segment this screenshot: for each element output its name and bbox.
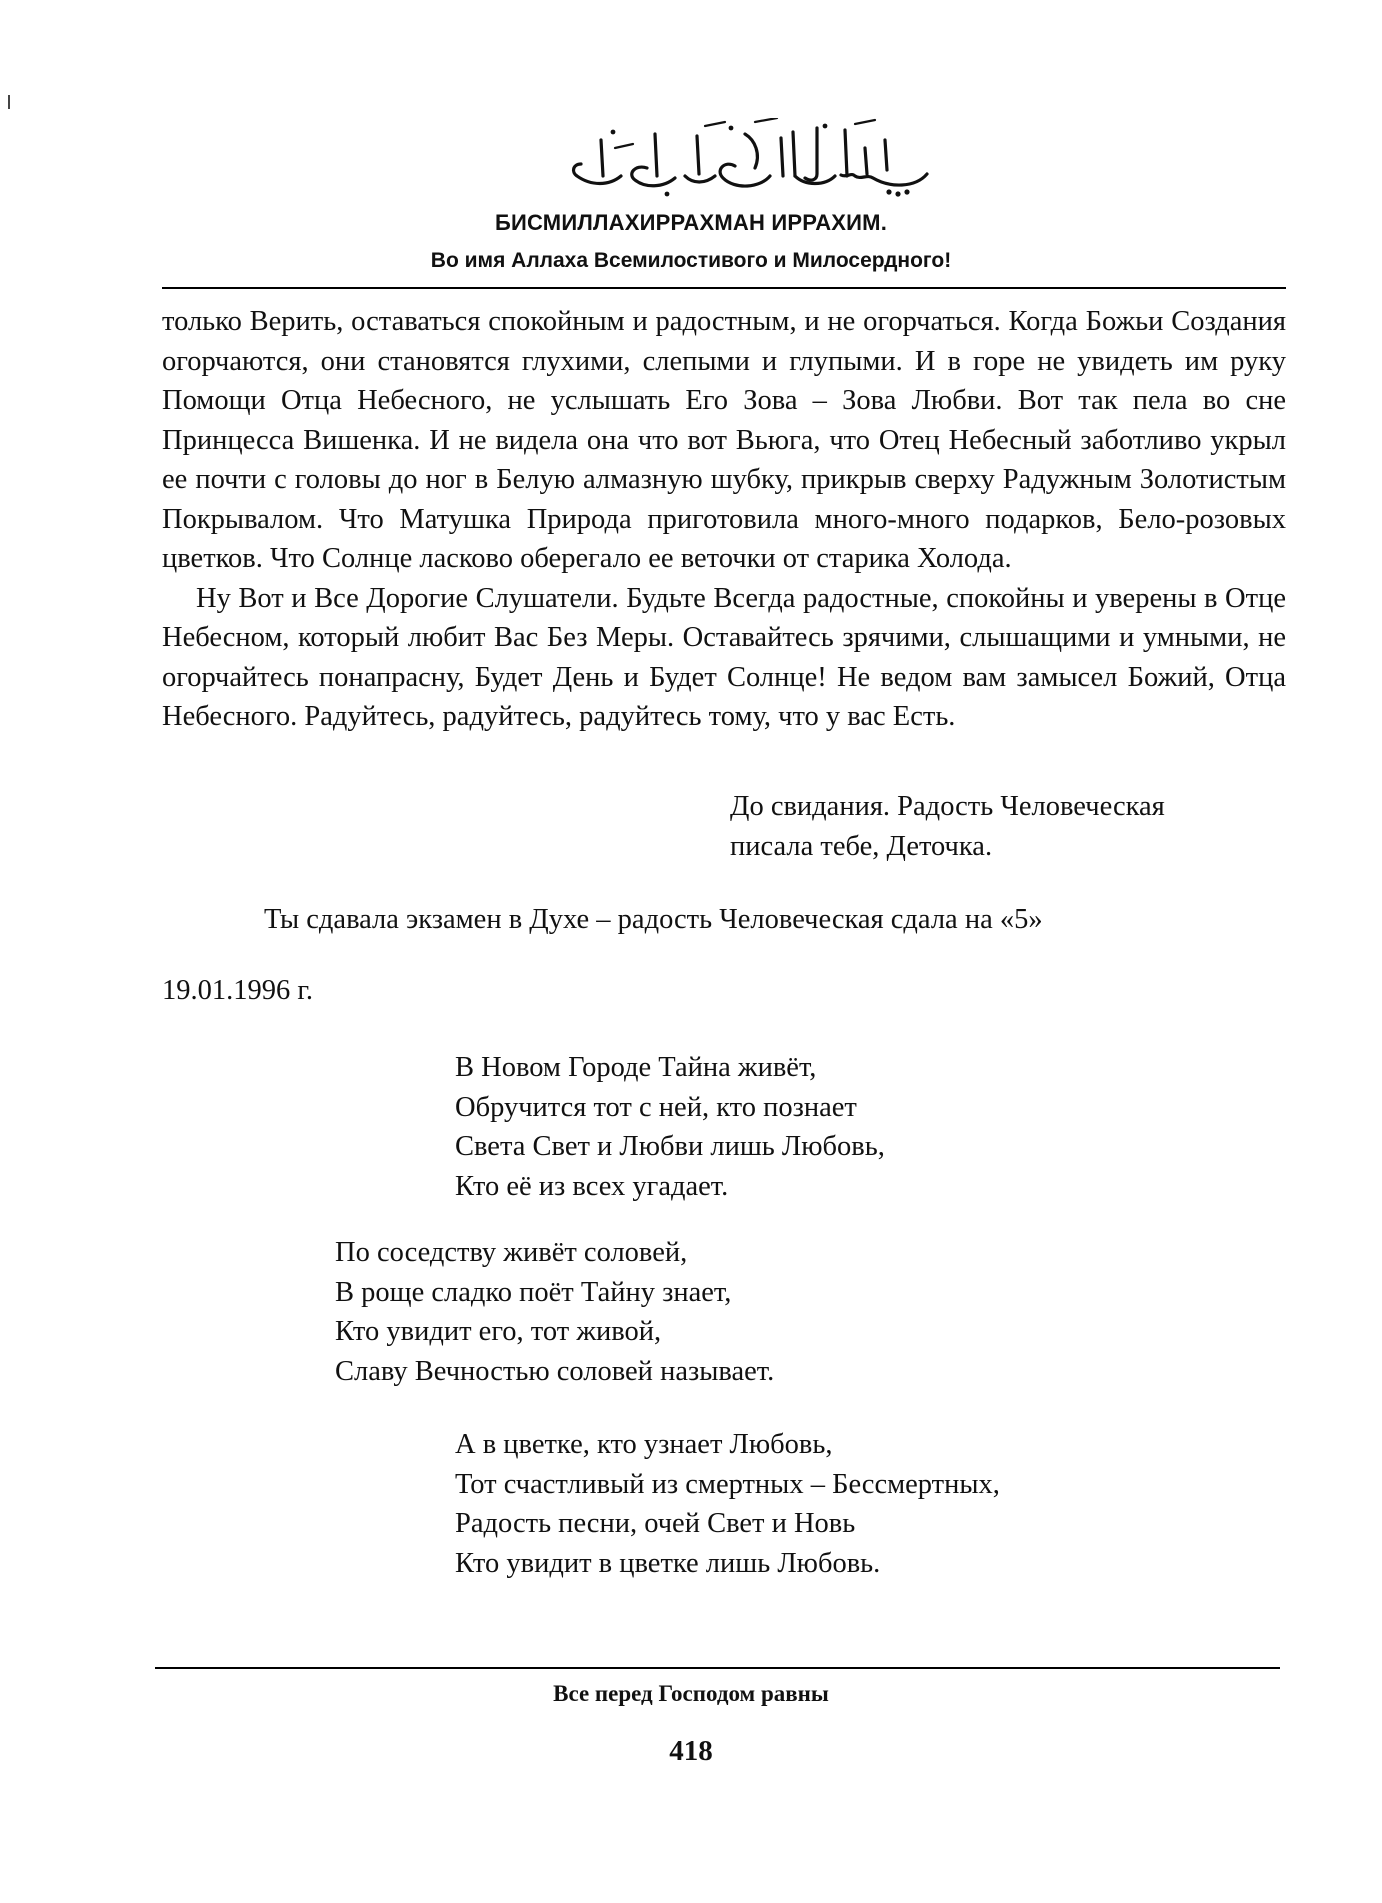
paragraph: Ну Вот и Все Дорогие Слушатели. Будьте Всегда радостные, спокойны и уверены в Отце Небесном, который любит Вас Без Меры. Оставайтесь зрячими, слышащими и умными, не огорчайтесь понапрасну, Будет День и Будет Солнце! Не ведом вам замысел Божий, Отца Небесного. Радуйтесь, радуйтесь, радуйтесь тому, что у вас Есть.	[162, 582, 1286, 732]
poem-line: А в цветке, кто узнает Любовь,	[455, 1429, 833, 1460]
poem-stanza	[455, 1425, 1000, 1583]
poem-line: Обручится тот с ней, кто познает	[455, 1091, 857, 1123]
bismillah-calligraphy	[555, 118, 945, 208]
poem-line: Тот счастливый из смертных – Бессмертных,	[455, 1468, 1000, 1500]
poem-line: Кто её из всех угадает.	[455, 1170, 729, 1202]
poem-line: Света Свет и Любви лишь Любовь,	[455, 1131, 885, 1162]
poem-line: Радость песни, очей Свет и Новь	[455, 1508, 856, 1539]
page-number: 418	[669, 1735, 713, 1767]
header-divider	[162, 287, 1286, 289]
signature-line: писала тебе, Деточка.	[730, 831, 993, 862]
poem-line: В Новом Городе Тайна живёт,	[455, 1052, 817, 1083]
header-subtitle: Во имя Аллаха Всемилостивого и Милосердного!	[430, 249, 952, 272]
footer-divider	[155, 1667, 1280, 1669]
paragraph: только Верить, оставаться спокойным и радостным, и не огорчаться. Когда Божьи Создания огорчаются, они становятся глухими, слепыми и глупыми. И в горе не увидеть им руку Помощи Отца Небесного, не услышать Его Зова – Зова Любви. Вот так пела во сне Принцесса Вишенка. И не видела она что вот Вьюга, что Отец Небесный заботливо укрыл ее почти с головы до ног в Белую алмазную шубку, прикрыв сверху Радужным Золотистым Покрывалом. Что Матушка Природа приготовила много-много подарков, Бело-розовых цветков. Что Солнце ласково оберегало ее веточки от старика Холода.	[162, 306, 1286, 574]
date: 19.01.1996 г.	[162, 975, 313, 1006]
arabic-calligraphy-image	[555, 118, 945, 208]
poem-line: В роще сладко поёт Тайну знает,	[335, 1276, 732, 1308]
poem-line: Кто увидит его, тот живой,	[335, 1316, 662, 1347]
poem-line: Славу Вечностью соловей называет.	[335, 1355, 775, 1387]
body-text	[162, 302, 1286, 737]
poem-stanza	[335, 1233, 774, 1391]
signature-line: До свидания. Радость Человеческая	[730, 791, 1165, 822]
signature	[730, 787, 1165, 867]
exam-note: Ты сдавала экзамен в Духе – радость Человеческая сдала на «5»	[264, 904, 1043, 935]
page-edge-mark	[8, 95, 10, 109]
poem-line: Кто увидит в цветке лишь Любовь.	[455, 1547, 881, 1579]
poem-line: По соседству живёт соловей,	[335, 1237, 688, 1268]
poem-stanza	[455, 1048, 885, 1206]
header-title: БИСМИЛЛАХИРРАХМАН ИРРАХИМ.	[494, 210, 888, 235]
running-footer: Все перед Господом равны	[553, 1681, 829, 1706]
